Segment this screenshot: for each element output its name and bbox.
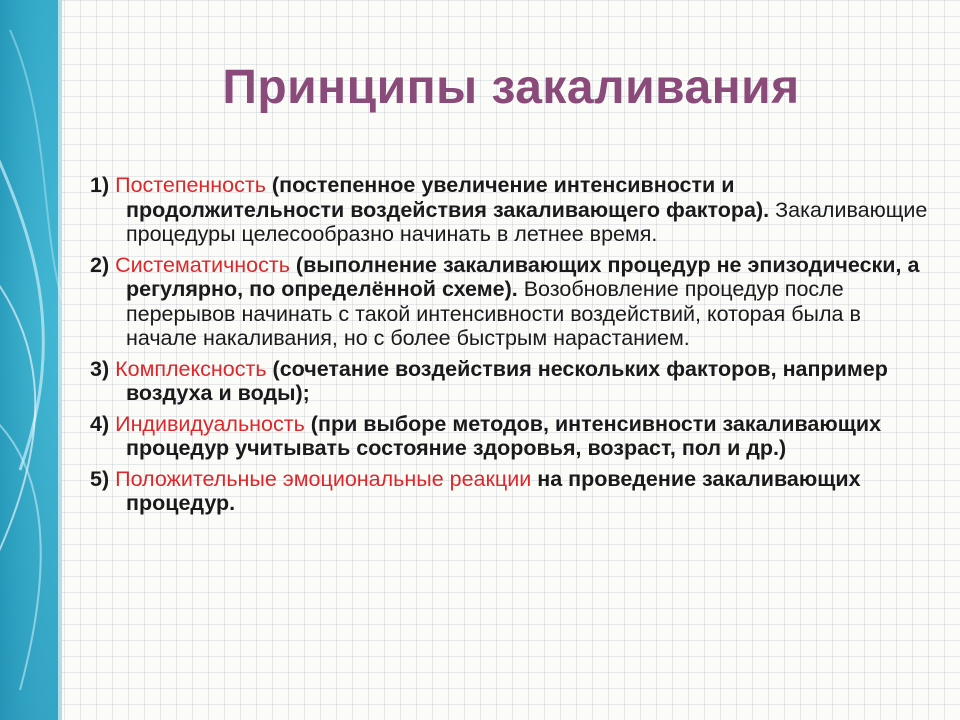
principle-term: Комплексность (115, 356, 267, 381)
principle-description: (постепенное увеличение интенсивности и продолжительности воздействия закаливающего фактора). (126, 173, 770, 222)
principle-term: Систематичность (115, 252, 290, 277)
list-item (90, 357, 930, 406)
item-number: 4) (90, 411, 110, 436)
slide-title: Принципы закаливания (222, 61, 800, 114)
principle-note: Возобновление процедур после перерывов начинать с такой интенсивности воздействий, которая была в начале накаливания, но с более быстрым нарастанием. (126, 277, 861, 350)
principle-term: Постепенность (115, 173, 266, 197)
decorative-side-band (0, 0, 62, 720)
principle-description: (сочетание воздействия нескольких факторов, например воздуха и воды); (126, 356, 888, 405)
list-item (90, 412, 930, 461)
principle-description: (при выборе методов, интенсивности закаливающих процедур учитывать состояние здоровья, возраст, пол и др.) (126, 411, 882, 460)
principle-term: Индивидуальность (115, 411, 305, 436)
list-item (90, 467, 930, 516)
list-item (90, 173, 930, 247)
item-number: 5) (90, 466, 110, 491)
item-number: 2) (90, 252, 110, 277)
item-number: 1) (90, 173, 110, 197)
principle-description: (выполнение закаливающих процедур не эпизодически, а регулярно, по определённой схеме). (126, 252, 920, 301)
principle-note: Закаливающие процедуры целесообразно начинать в летнее время. (126, 197, 928, 246)
item-number: 3) (90, 356, 110, 381)
principles-list (90, 173, 930, 522)
list-item (90, 253, 930, 351)
principle-description: на проведение закаливающих процедур. (126, 466, 861, 515)
principle-term: Положительные эмоциональные реакции (115, 466, 532, 491)
